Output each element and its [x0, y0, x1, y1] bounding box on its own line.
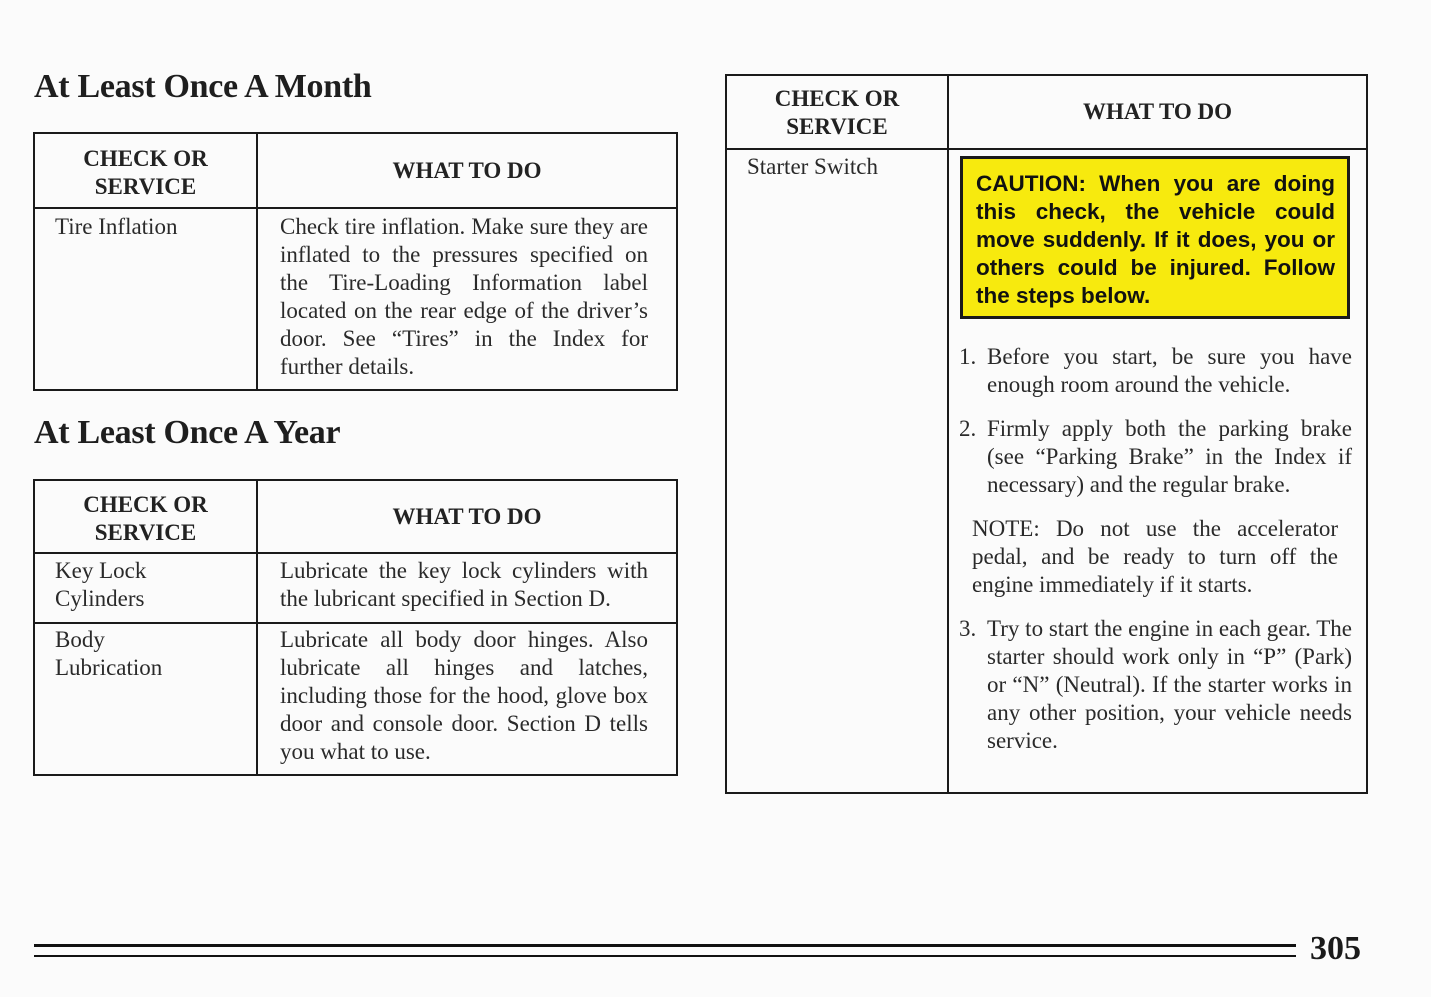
what-to-do-text: Lubricate the key lock cylinders with the lubricant specified in Section D. — [257, 553, 677, 623]
header-what-to-do: WHAT TO DO — [257, 480, 677, 553]
caution-box: CAUTION: When you are doing this check, the vehicle could move suddenly. If it does, you or others could be injured. Follow the steps below. — [960, 156, 1350, 319]
step-text: Before you start, be sure you have enough room around the vehicle. — [987, 344, 1352, 397]
table-row — [34, 553, 677, 623]
steps-list — [949, 343, 1366, 499]
header-check-or-service: CHECK OR SERVICE — [34, 133, 257, 208]
check-item: Tire Inflation — [34, 208, 257, 390]
page-number: 305 — [1310, 930, 1361, 967]
header-check-or-service: CHECK OR SERVICE — [726, 75, 948, 149]
list-item — [949, 615, 1352, 755]
step-number: 3. — [959, 616, 977, 641]
starter-table — [725, 74, 1368, 794]
month-table — [33, 132, 678, 391]
year-table — [33, 479, 678, 776]
step-number: 2. — [959, 416, 977, 441]
what-to-do-text: Lubricate all body door hinges. Also lubricate all hinges and latches, including those for the hood, glove box door and console door. Section D tells you what to use. — [257, 623, 677, 775]
list-item — [949, 343, 1352, 399]
note-text: NOTE: Do not use the accelerator pedal, and be ready to turn off the engine immediately if it starts. — [972, 516, 1338, 597]
step-text: Try to start the engine in each gear. The starter should work only in “P” (Park) or “N” (Neutral). If the starter works in any other position, your vehicle needs service. — [987, 616, 1352, 753]
header-what-to-do: WHAT TO DO — [257, 133, 677, 208]
steps-list-continued — [949, 615, 1366, 755]
step-number: 1. — [959, 344, 977, 369]
what-to-do-text: Check tire inflation. Make sure they are inflated to the pressures specified on the Tire-Loading Information label located on the rear edge of the driver’s door. See “Tires” in the Index for further details. — [257, 208, 677, 390]
header-check-or-service: CHECK OR SERVICE — [34, 480, 257, 553]
check-item: Key Lock Cylinders — [34, 553, 257, 623]
step-text: Firmly apply both the parking brake (see “Parking Brake” in the Index if necessary) and the regular brake. — [987, 416, 1352, 497]
footer-rule-thin — [34, 955, 1296, 957]
check-item: Starter Switch — [726, 149, 948, 793]
what-to-do-cell — [948, 149, 1367, 793]
check-item: Body Lubrication — [34, 623, 257, 775]
table-row — [34, 208, 677, 390]
table-row — [34, 623, 677, 775]
section-title-month: At Least Once A Month — [34, 68, 372, 105]
table-row — [726, 149, 1367, 793]
header-what-to-do: WHAT TO DO — [948, 75, 1367, 149]
footer-rule-thick — [34, 944, 1296, 947]
list-item — [949, 415, 1352, 499]
section-title-year: At Least Once A Year — [34, 414, 341, 451]
